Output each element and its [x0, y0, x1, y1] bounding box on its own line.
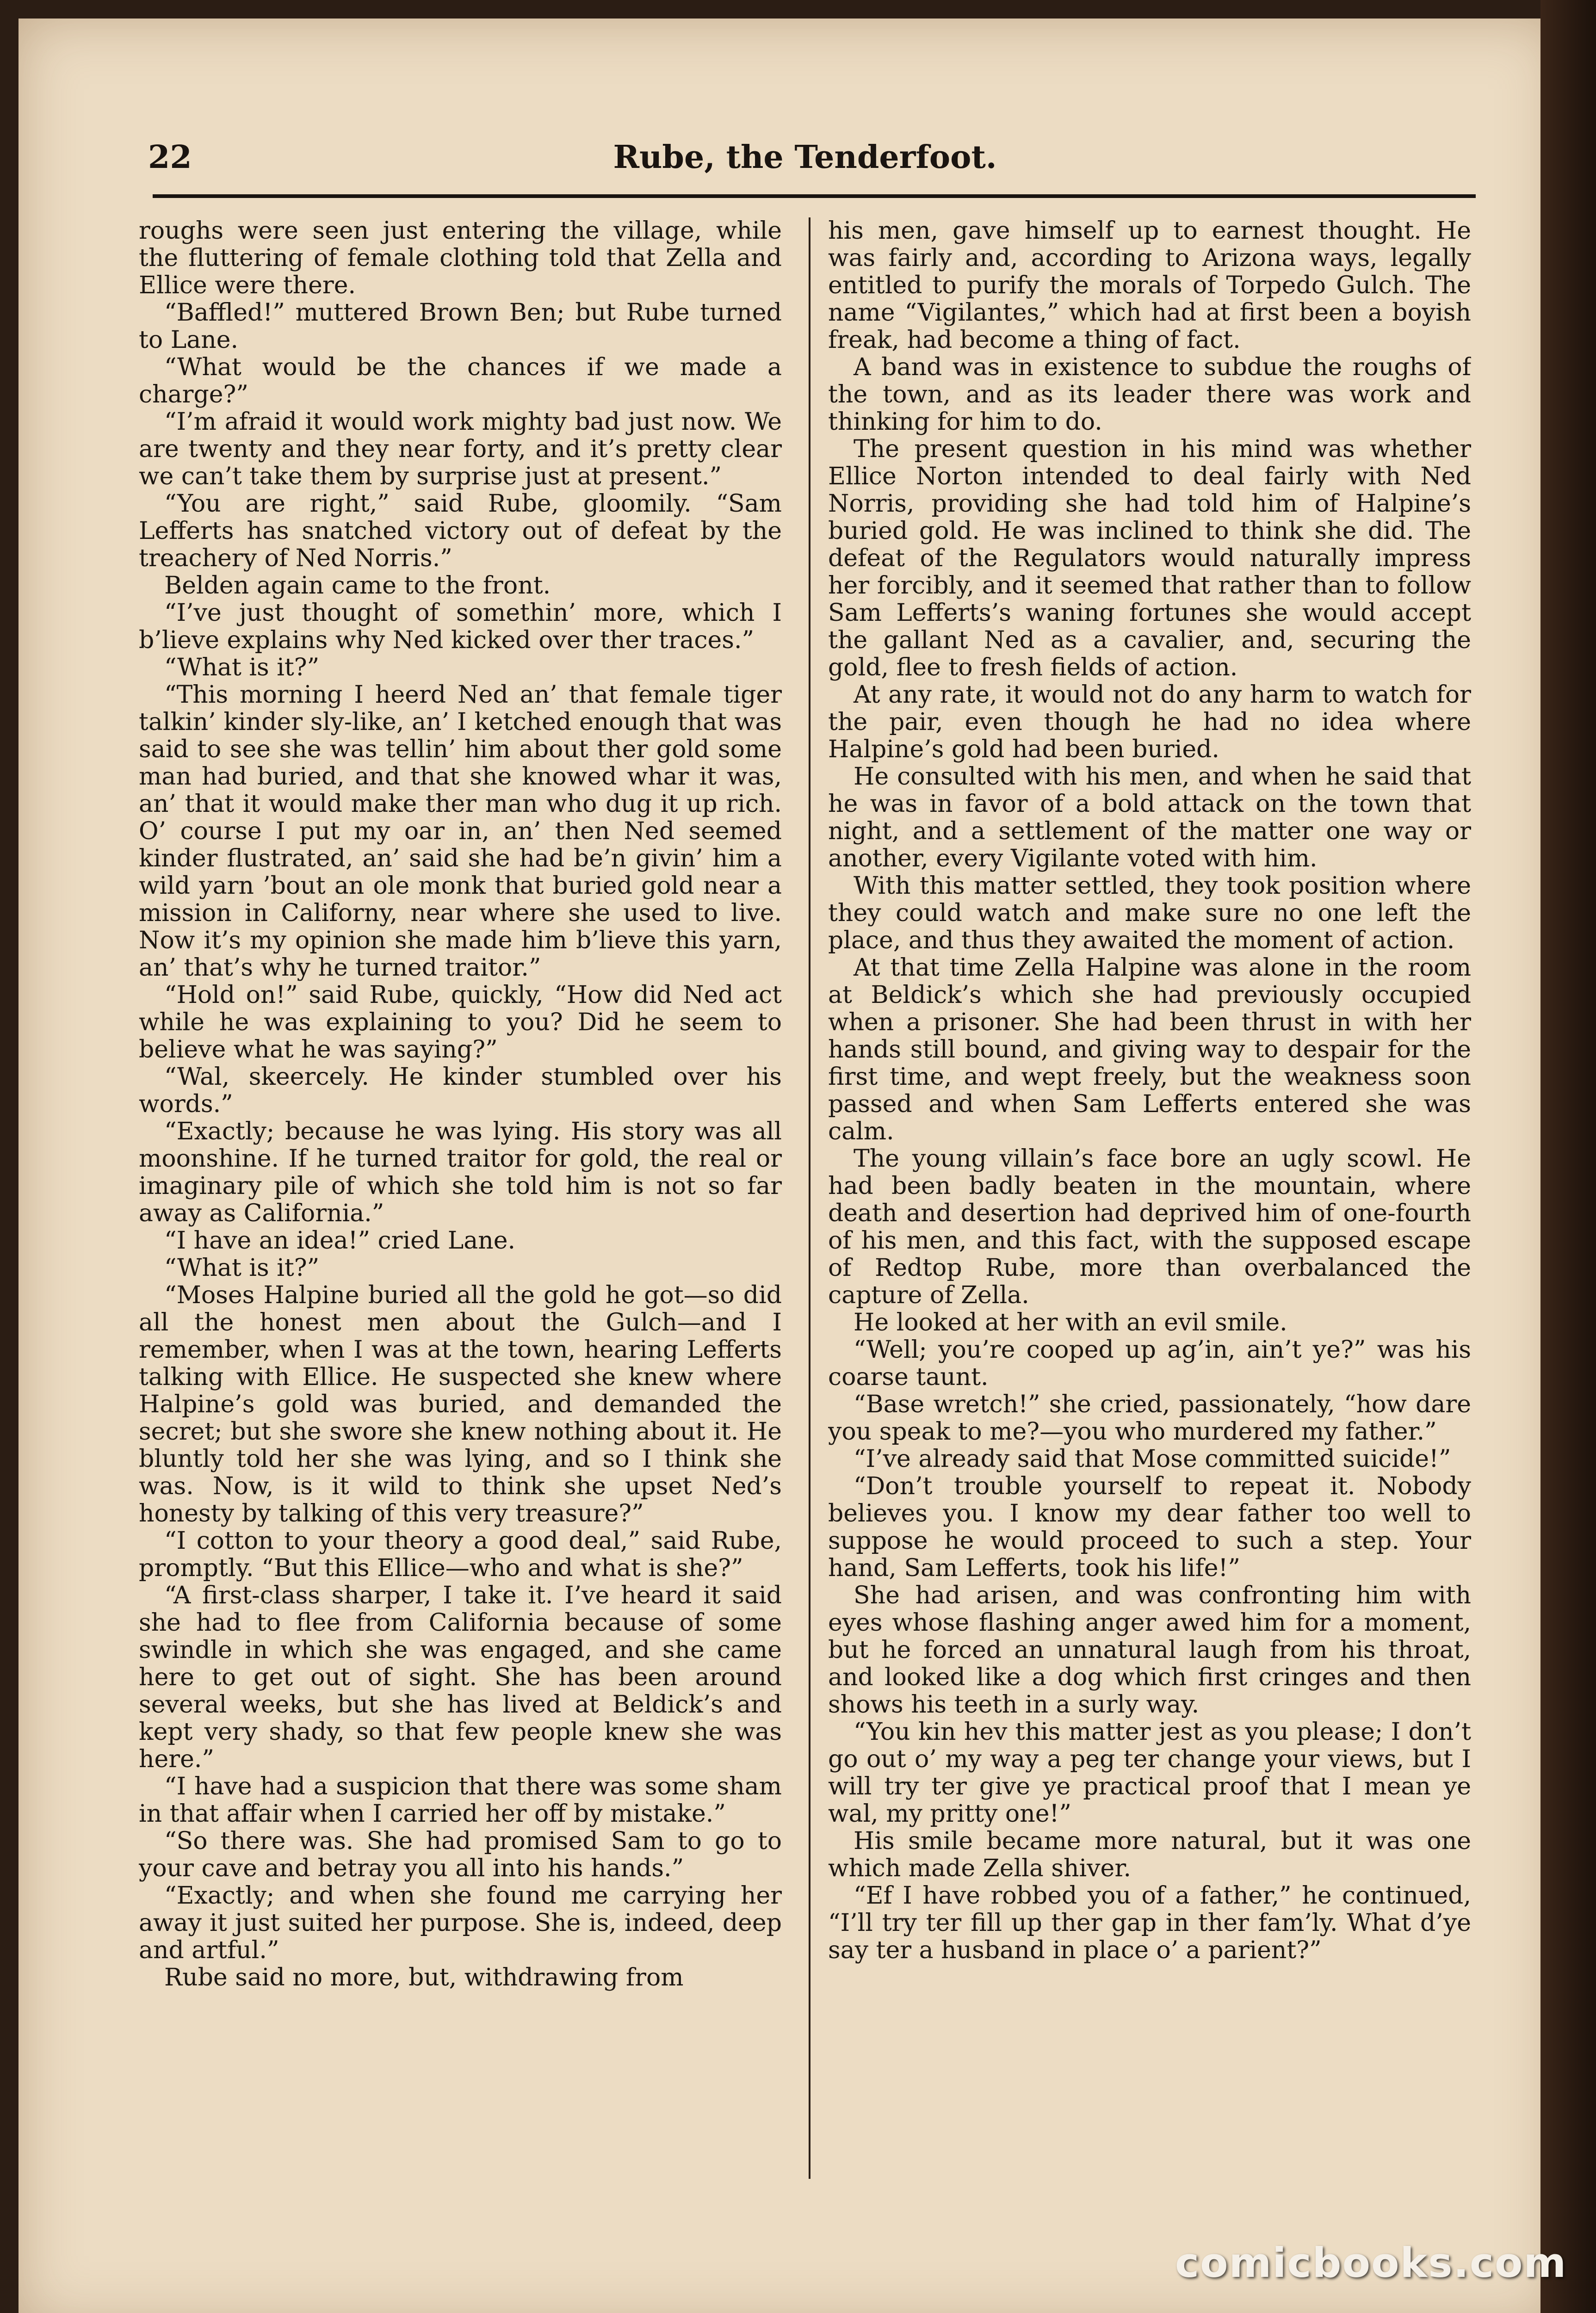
paragraph: The young villain’s face bore an ugly scowl. He had been badly beaten in the mountain, where death and desertion had deprived him of one-fourth of his men, and this fact, with the supposed escape of Redtop Rube, more than overbalanced the capture of Zella. [828, 1145, 1471, 1309]
paragraph: At that time Zella Halpine was alone in the room at Beldick’s which she had previously occupied when a prisoner. She had been thrust in with her hands still bound, and giving way to despair for the first time, and wept freely, but the weakness soon passed and when Sam Lefferts entered she was calm. [828, 954, 1471, 1145]
paragraph: “Ef I have robbed you of a father,” he continued, “I’ll try ter fill up ther gap in ther fam’ly. What d’ye say ter a husband in place o’ a parient?” [828, 1882, 1471, 1964]
paragraph: At any rate, it would not do any harm to watch for the pair, even though he had no idea where Halpine’s gold had been buried. [828, 681, 1471, 763]
paragraph: “I cotton to your theory a good deal,” said Rube, promptly. “But this Ellice—who and what is she?” [139, 1527, 782, 1582]
paragraph: “Baffled!” muttered Brown Ben; but Rube turned to Lane. [139, 299, 782, 354]
paragraph: “What is it?” [164, 1254, 320, 1282]
paragraph: “Moses Halpine buried all the gold he got—so did all the honest men about the Gulch—and I remember, when I was at the town, hearing Lefferts talking with Ellice. He suspected she knew where Halpine’s gold was buried, and demanded the secret; but she swore she knew nothing about it. He bluntly told her she was lying, and so I think she was. Now, is it wild to think she upset Ned’s honesty by talking of this very treasure?” [139, 1281, 782, 1528]
paragraph: “I’m afraid it would work mighty bad just now. We are twenty and they near forty, and it’s pretty clear we can’t take them by surprise just at present.” [139, 408, 782, 490]
paragraph: His smile became more natural, but it was one which made Zella shiver. [828, 1827, 1471, 1882]
paragraph: “A first-class sharper, I take it. I’ve heard it said she had to flee from California because of some swindle in which she was engaged, and she came here to get out of sight. She has been around several weeks, but she has lived at Beldick’s and kept very shady, so that few people knew she was here.” [139, 1582, 782, 1773]
paragraph: She had arisen, and was confronting him with eyes whose flashing anger awed him for a moment, but he forced an unnatural laugh from his throat, and looked like a dog which first cringes and then shows his teeth in a surly way. [828, 1582, 1471, 1719]
paragraph: “This morning I heerd Ned an’ that female tiger talkin’ kinder sly-like, an’ I ketched enough that was said to see she was tellin’ him about ther gold some man had buried, and that she knowed whar it was, an’ that it would make ther man who dug it up rich. O’ course I put my oar in, an’ then Ned seemed kinder flustrated, an’ said she had be’n givin’ him a wild yarn ’bout an ole monk that buried gold near a mission in Californy, near where she used to live. Now it’s my opinion she made him b’lieve this yarn, an’ that’s why he turned traitor.” [139, 681, 782, 982]
book-spine [1540, 0, 1596, 2313]
paragraph: “Don’t trouble yourself to repeat it. Nobody believes you. I know my dear father too well to suppose he would proceed to such a step. Your hand, Sam Lefferts, took his life!” [828, 1472, 1471, 1582]
page-number: 22 [148, 139, 192, 176]
paragraph: “Hold on!” said Rube, quickly, “How did Ned act while he was explaining to you? Did he seem to believe what he was saying?” [139, 981, 782, 1064]
paragraph: He looked at her with an evil smile. [854, 1309, 1287, 1336]
paragraph: “I’ve already said that Mose committed suicide!” [854, 1445, 1451, 1473]
paragraph: A band was in existence to subdue the roughs of the town, and as its leader there was work and thinking for him to do. [828, 353, 1471, 436]
page-header [134, 134, 1476, 194]
header-rule [153, 194, 1476, 198]
watermark: comicbooks.com [1175, 2239, 1567, 2287]
paragraph: “You kin hev this matter jest as you please; I don’t go out o’ my way a peg ter change your views, but I will try ter give ye practical proof that I mean ye wal, my pritty one!” [828, 1718, 1471, 1828]
paragraph: “What is it?” [164, 654, 320, 681]
paragraph: “I have an idea!” cried Lane. [164, 1227, 516, 1255]
paragraph: “I have had a suspicion that there was some sham in that affair when I carried her off by mistake.” [139, 1773, 782, 1828]
left-column [139, 217, 782, 2179]
paragraph: The present question in his mind was whether Ellice Norton intended to deal fairly with Ned Norris, providing she had told him of Halpine’s buried gold. He was inclined to think she did. The defeat of the Regulators would naturally impress her forcibly, and it seemed that rather than to follow Sam Lefferts’s waning fortunes she would accept the gallant Ned as a cavalier, and, securing the gold, flee to fresh fields of action. [828, 435, 1471, 681]
paragraph: “Exactly; because he was lying. His story was all moonshine. If he turned traitor for gold, the real or imaginary pile of which she told him is not so far away as California.” [139, 1118, 782, 1227]
paragraph: “Exactly; and when she found me carrying her away it just suited her purpose. She is, indeed, deep and artful.” [139, 1882, 782, 1964]
paragraph: “So there was. She had promised Sam to go to your cave and betray you all into his hands.” [139, 1827, 782, 1882]
paragraph: With this matter settled, they took position where they could watch and make sure no one left the place, and thus they awaited the moment of action. [828, 872, 1471, 954]
paragraph: “Well; you’re cooped up ag’in, ain’t ye?” was his coarse taunt. [828, 1336, 1471, 1391]
paragraph: “Base wretch!” she cried, passionately, “how dare you speak to me?—you who murdered my father.” [828, 1391, 1471, 1446]
paragraph: “What would be the chances if we made a charge?” [139, 353, 782, 408]
paragraph: Rube said no more, but, withdrawing from [164, 1964, 684, 1991]
paragraph: his men, gave himself up to earnest thought. He was fairly and, according to Arizona ways, legally entitled to purify the morals of Torpedo Gulch. The name “Vigilantes,” which had at first been a boyish freak, had become a thing of fact. [828, 217, 1471, 354]
paragraph: He consulted with his men, and when he said that he was in favor of a bold attack on the town that night, and a settlement of the matter one way or another, every Vigilante voted with him. [828, 763, 1471, 872]
paragraph: “You are right,” said Rube, gloomily. “Sam Lefferts has snatched victory out of defeat by the treachery of Ned Norris.” [139, 490, 782, 572]
paragraph: Belden again came to the front. [164, 572, 551, 600]
right-column [828, 217, 1471, 2179]
paragraph: “Wal, skeercely. He kinder stumbled over his words.” [139, 1063, 782, 1118]
paragraph: roughs were seen just entering the village, while the fluttering of female clothing told that Zella and Ellice were there. [139, 217, 782, 299]
paragraph: “I’ve just thought of somethin’ more, which I b’lieve explains why Ned kicked over ther traces.” [139, 599, 782, 654]
running-head: Rube, the Tenderfoot. [613, 139, 997, 176]
column-divider [809, 217, 810, 2179]
